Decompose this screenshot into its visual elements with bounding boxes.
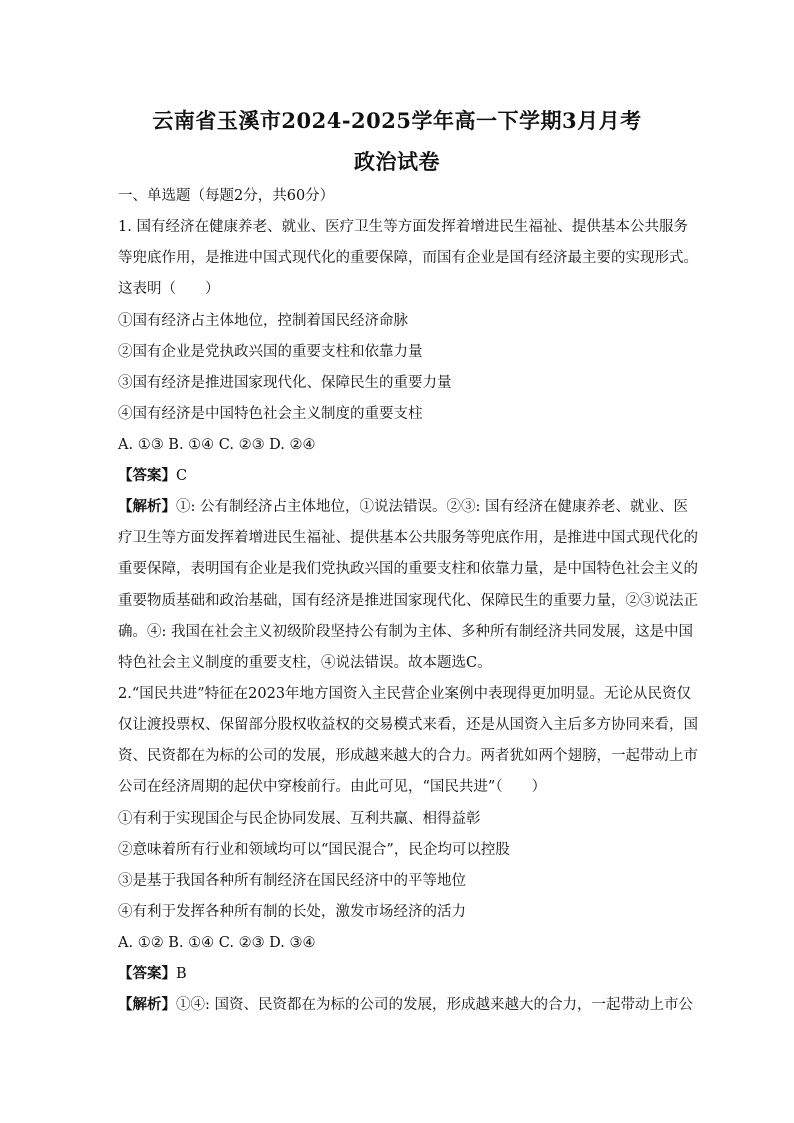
q1-option: ③国有经济是推进国家现代化、保障民生的重要力量 bbox=[118, 375, 452, 391]
q2-stem-line: 公司在经济周期的起伏中穿梭前行。由此可见，“国民共进”（ ） bbox=[118, 779, 547, 795]
q2-stem-line: 2.“国民共进”特征在2023年地方国资入主民营企业案例中表现得更加明显。无论从民资仅 bbox=[118, 686, 692, 702]
q1-choices: A. ①③ B. ①④ C. ②③ D. ②④ bbox=[118, 437, 316, 453]
q2-answer bbox=[118, 964, 688, 984]
q2-choices: A. ①② B. ①④ C. ②③ D. ③④ bbox=[118, 935, 316, 951]
q1-analysis-line bbox=[118, 497, 688, 517]
answer-value: B bbox=[176, 966, 187, 982]
q2-stem-line: 资、民资都在为标的公司的发展，形成越来越大的合力。两者犹如两个翅膀，一起带动上市 bbox=[118, 748, 698, 764]
answer-label: 【答案】 bbox=[118, 965, 176, 982]
q1-stem-line: 等兜底作用，是推进中国式现代化的重要保障，而国有企业是国有经济最主要的实现形式。 bbox=[118, 250, 698, 266]
q1-answer bbox=[118, 466, 688, 486]
q2-option: ③是基于我国各种所有制经济在国民经济中的平等地位 bbox=[118, 873, 466, 889]
answer-value: C bbox=[176, 468, 188, 484]
q2-option: ④有利于发挥各种所有制的长处，激发市场经济的活力 bbox=[118, 904, 466, 920]
q1-analysis-line: 重要物质基础和政治基础，国有经济是推进国家现代化、保障民生的重要力量，②③说法正 bbox=[118, 593, 698, 609]
analysis-label: 【解析】 bbox=[118, 996, 176, 1013]
q1-analysis-line: 特色社会主义制度的重要支柱，④说法错误。故本题选C。 bbox=[118, 655, 492, 671]
section-heading: 一、单选题（每题2分，共60分） bbox=[118, 188, 335, 204]
q1-option: ④国有经济是中国特色社会主义制度的重要支柱 bbox=[118, 406, 423, 422]
analysis-label: 【解析】 bbox=[118, 498, 176, 515]
analysis-text: ①④: 国资、民资都在为标的公司的发展，形成越来越大的合力，一起带动上市公 bbox=[176, 997, 693, 1013]
answer-label: 【答案】 bbox=[118, 467, 176, 484]
q1-analysis-line: 疗卫生等方面发挥着增进民生福祉、提供基本公共服务等兜底作用，是推进中国式现代化的 bbox=[118, 530, 698, 546]
q1-stem-line: 1. 国有经济在健康养老、就业、医疗卫生等方面发挥着增进民生福祉、提供基本公共服务 bbox=[118, 219, 688, 235]
q1-analysis-line: 重要保障，表明国有企业是我们党执政兴国的重要支柱和依靠力量，是中国特色社会主义的 bbox=[118, 561, 698, 577]
q1-option: ②国有企业是党执政兴国的重要支柱和依靠力量 bbox=[118, 344, 423, 360]
q1-analysis-line: 确。④: 我国在社会主义初级阶段坚持公有制为主体、多种所有制经济共同发展，这是中国 bbox=[118, 624, 693, 640]
document-title: 云南省玉溪市2024-2025学年高一下学期3月月考 bbox=[152, 108, 642, 133]
q2-option: ②意味着所有行业和领域均可以“国民混合”，民企均可以控股 bbox=[118, 842, 510, 858]
q2-stem-line: 仅让渡投票权、保留部分股权收益权的交易模式来看，还是从国资入主后多方协同来看，国 bbox=[118, 717, 698, 733]
document-subtitle: 政治试卷 bbox=[354, 149, 440, 174]
q2-option: ①有利于实现国企与民企协同发展、互利共赢、相得益彰 bbox=[118, 811, 481, 827]
q1-stem-line: 这表明（ ） bbox=[118, 281, 220, 297]
q2-analysis-line bbox=[118, 995, 693, 1015]
analysis-text: ①: 公有制经济占主体地位，①说法错误。②③: 国有经济在健康养老、就业、医 bbox=[176, 499, 688, 515]
q1-option: ①国有经济占主体地位，控制着国民经济命脉 bbox=[118, 313, 408, 329]
